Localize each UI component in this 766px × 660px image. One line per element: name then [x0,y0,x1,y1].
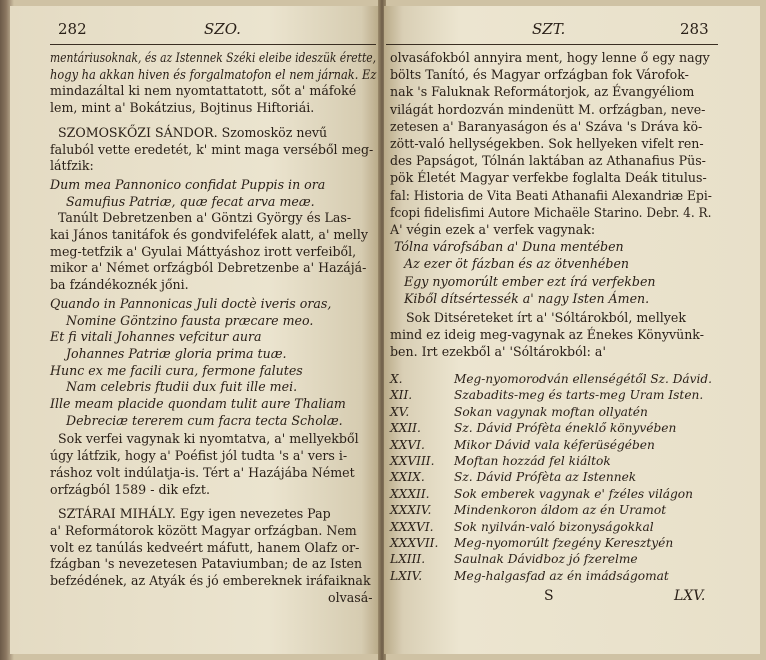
right-text-line: nak 's Faluknak Reformátorjok, az Évangyéliom [390,84,695,100]
left-text-line: SZTÁRAI MIHÁLY. Egy igen nevezetes Pap [58,506,331,522]
signature-mark: S [544,588,554,604]
psalm-title: Meg-nyomorodván ellenségétől Sz. Dávid. [454,372,712,386]
left-text-line: Quando in Pannonicas Juli doctè iveris oras, [50,295,332,311]
right-text-line: Kiből dítsértessék a' nagy Isten Ámen. [404,290,650,306]
right-text-line: bölts Tanító, és Magyar orfzágban fok Várofok- [390,67,689,83]
left-text-line: mentáriusoknak, és az Istennek Széki eleibe ideszük érette, [50,50,377,65]
psalm-title: Szabadits-meg és tarts-meg Uram Isten. [454,388,704,403]
right-text-line: pök Életét Magyar verfekbe foglalta Deák titulus- [390,170,707,186]
right-text-line: fal: Historia de Vita Beati Athanafii Alexandriæ Epi- [390,187,712,203]
psalm-number: XXXIV. [390,503,432,518]
right-text-line: Sok Ditséreteket írt a' 'Sóltárokból, mellyek [406,310,686,325]
page-number-right: 283 [680,20,709,38]
psalm-title: Sok nyilván-való bizonyságokkal [454,519,654,534]
psalm-number: XXXII. [390,486,430,501]
left-text-line: lem, mint a' Bokátzius, Bojtinus Hiftoriái. [50,100,315,116]
left-text-line: mikor a' Német orfzágból Debretzenbe a' Hazájá- [50,260,367,276]
psalm-number: XXIX. [390,470,425,485]
left-text-line: Debreciæ tererem cum facra tecta Scholæ. [66,412,343,428]
right-text-line: olvasáfokból annyira ment, hogy lenne ő egy nagy [390,50,710,65]
left-text-line: kai János tanitáfok és gondvifeléfek alatt, a' melly [50,227,368,242]
psalm-number: X. [390,372,403,386]
left-text-line: Hunc ex me facili cura, fermone falutes [50,362,303,378]
left-text-line: Tanúlt Debretzenben a' Göntzi György és Las- [58,210,352,226]
psalm-number: LXIV. [390,568,423,583]
psalm-number: XXXVII. [390,536,439,550]
running-head-right: SZT. [532,20,566,38]
running-head-left: SZO. [204,20,241,38]
left-text-line: fzágban 's nevezetesen Pataviumban; de az Isten [50,556,363,572]
left-text-line: ráshoz volt indúlatja-is. Tért a' Hazájába Német [50,464,355,480]
psalm-number: XXVIII. [390,454,435,468]
header-rule-right [386,44,718,45]
left-text-line: olvasá- [328,589,373,605]
left-text-line: Et fi vitali Johannes vefcitur aura [50,329,262,345]
right-text-line: A' végin ezek a' verfek vagynak: [390,222,596,237]
left-text-line: ba fzándékoznék jőni. [50,277,189,293]
left-text-line: hogy ha akkan hiven és forgalmatofon el nem járnak. Ez [50,66,377,82]
psalm-title: Meg-halgasfad az én imádságomat [454,568,669,583]
psalm-title: Sz. Dávid Prófèta az Istennek [454,470,637,485]
psalm-title: Meg-nyomorúlt fzegény Keresztyén [454,536,674,550]
catchword: LXV. [674,588,706,604]
psalm-number: XII. [390,388,413,403]
left-text-line: mindazáltal ki nem nyomtattatott, sőt a' máfoké [50,83,357,99]
psalm-title: Sokan vagynak moftan ollyatén [454,404,648,419]
psalm-number: XXXVI. [390,519,434,534]
left-text-line: úgy látfzik, hogy a' Poéfist jól tudta 's a' vers i- [50,448,348,464]
right-text-line: Az ezer öt fázban és az ötvenhében [404,256,630,272]
psalm-title: Mikor Dávid vala kéferüségében [454,437,655,452]
psalm-number: LXIII. [390,552,426,567]
psalm-title: Sz. Dávid Prófèta éneklő könyvében [454,421,677,436]
left-text-line: Sok verfei vagynak ki nyomtatva, a' mellyekből [58,431,359,447]
left-text-line: látfzik: [50,158,94,174]
left-text-line: Samufius Patriæ, quæ fecat arva meæ. [66,193,315,209]
right-text-line: fcopi fidelisfimi Autore Michaële Starino. Debr. 4. R. [390,204,712,220]
left-text-line: befzédének, az Atyák és jó embereknek iráfaiknak [50,573,371,588]
left-text-line: orfzágból 1589 - dik efzt. [50,481,210,497]
right-text-line: ben. Irt ezekből a' 'Sóltárokból: a' [390,344,606,360]
left-text-line: meg-tetfzik a' Gyulai Máttyáshoz irott verfeiből, [50,243,357,259]
psalm-title: Sok emberek vagynak e' fzéles világon [454,486,693,501]
page-number-left: 282 [58,20,87,38]
left-page [10,6,380,654]
right-text-line: des Papságot, Tólnán laktában az Athanafius Püs- [390,153,706,169]
left-text-line: volt ez tanúlás kedveért máfutt, hanem Olafz or- [50,539,360,555]
psalm-title: Saulnak Dávidboz jó fzerelme [454,552,638,567]
psalm-number: XXII. [390,421,421,436]
right-text-line: mind ez ideig meg-vagynak az Énekes Könyvünk- [390,327,704,343]
left-text-line: Dum mea Pannonico confidat Puppis in ora [50,176,326,192]
left-text-line: faluból vette eredetét, k' mint maga verséből meg- [50,141,374,157]
left-text-line: SZOMOSKŐZI SÁNDOR. Szomosköz nevű [58,124,328,140]
left-text-line: Johannes Patriæ gloria prima tuæ. [66,345,287,361]
left-text-line: Ille meam placide quondam tulit aure Thaliam [50,396,346,411]
header-rule-left [50,44,376,45]
left-text-line: a' Reformátorok között Magyar orfzágban. Nem [50,522,357,538]
psalm-number: XXVI. [390,437,425,452]
right-text-line: zött-való hellységekben. Sok hellyeken vifelt ren- [390,136,704,151]
right-text-line: Tólna várofsában a' Duna mentében [394,239,624,255]
right-text-line: Egy nyomorúlt ember ezt írá verfekben [404,273,656,289]
left-text-line: Nam celebris ftudii dux fuit ille mei. [66,379,298,395]
psalm-number: XV. [390,404,410,419]
left-text-line: Nomine Göntzino fausta præcare meo. [66,312,314,328]
psalm-title: Mindenkoron áldom az én Uramot [454,503,667,518]
psalm-title: Moftan hozzád fel kiáltok [454,454,611,468]
right-page [384,6,760,654]
right-text-line: világát hordozván mindenütt M. orfzágban, neve- [390,101,706,117]
right-text-line: zetesen a' Baranyaságon és a' Száva 's Dráva kö- [390,118,703,134]
